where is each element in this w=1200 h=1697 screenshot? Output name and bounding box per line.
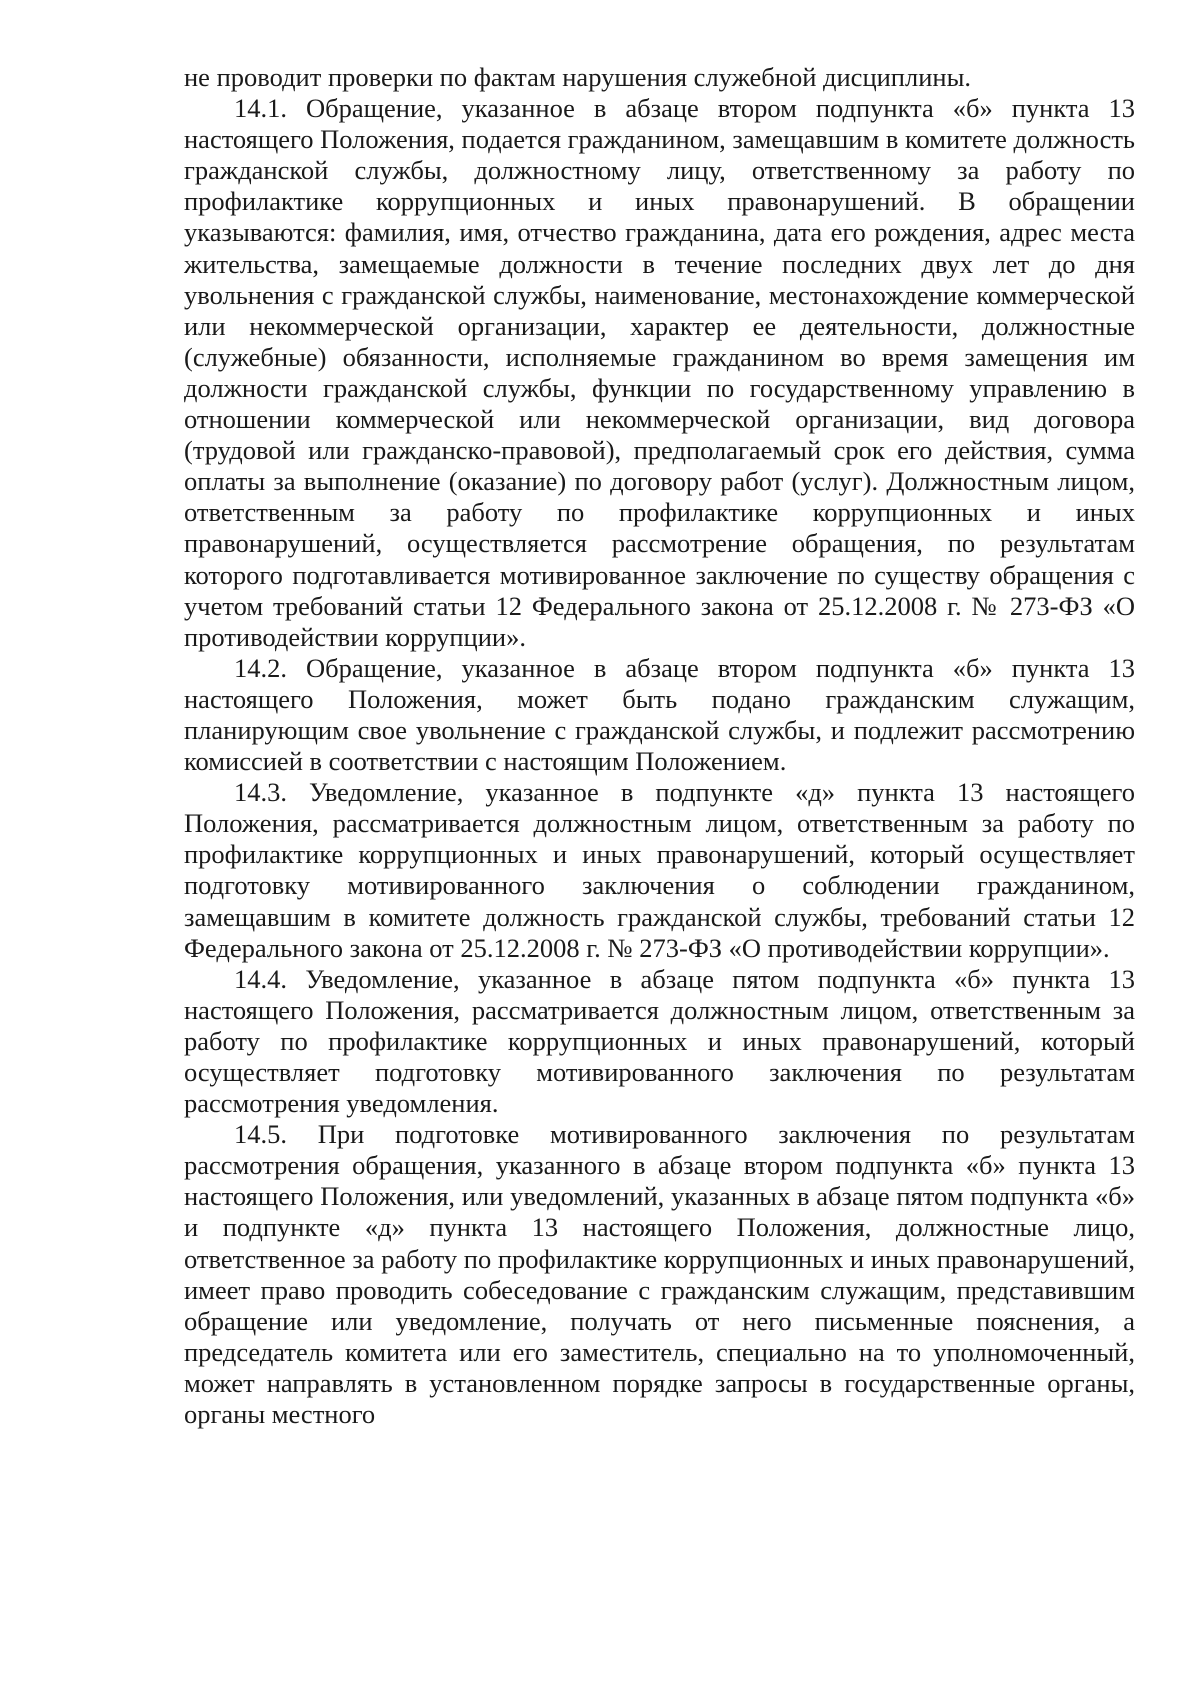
paragraph-14-5: 14.5. При подготовке мотивированного заключения по результатам рассмотрения обращения, указанного в абзаце втором подпункта «б» пункта 13 настоящего Положения, или уведомлений, указанных в абзаце пятом подпункта «б» и подпункте «д» пункта 13 настоящего Положения, должностные лицо, ответственное за работу по профилактике коррупционных и иных правонарушений, имеет право проводить собеседование с гражданским служащим, представившим обращение или уведомление, получать от него письменные пояснения, а председатель комитета или его заместитель, специально на то уполномоченный, может направлять в установленном порядке запросы в государственные органы, органы местного bbox=[184, 1119, 1135, 1430]
paragraph-continuation: не проводит проверки по фактам нарушения служебной дисциплины. bbox=[184, 62, 972, 92]
paragraph-14-3: 14.3. Уведомление, указанное в подпункте «д» пункта 13 настоящего Положения, рассматривается должностным лицом, ответственным за работу по профилактике коррупционных и иных правонарушений, который осуществляет подготовку мотивированного заключения о соблюдении гражданином, замещавшим в комитете должность гражданской службы, требований статьи 12 Федерального закона от 25.12.2008 г. № 273-ФЗ «О противодействии коррупции». bbox=[184, 777, 1135, 963]
paragraph-14-1: 14.1. Обращение, указанное в абзаце втором подпункта «б» пункта 13 настоящего Положения, подается гражданином, замещавшим в комитете должность гражданской службы, должностному лицу, ответственному за работу по профилактике коррупционных и иных правонарушений. В обращении указываются: фамилия, имя, отчество гражданина, дата его рождения, адрес места жительства, замещаемые должности в течение последних двух лет до дня увольнения с гражданской службы, наименование, местонахождение коммерческой или некоммерческой организации, характер ее деятельности, должностные (служебные) обязанности, исполняемые гражданином во время замещения им должности гражданской службы, функции по государственному управлению в отношении коммерческой или некоммерческой организации, вид договора (трудовой или гражданско-правовой), предполагаемый срок его действия, сумма оплаты за выполнение (оказание) по договору работ (услуг). Должностным лицом, ответственным за работу по профилактике коррупционных и иных правонарушений, осуществляется рассмотрение обращения, по результатам которого подготавливается мотивированное заключение по существу обращения с учетом требований статьи 12 Федерального закона от 25.12.2008 г. № 273-ФЗ «О противодействии коррупции». bbox=[184, 93, 1135, 652]
paragraph-14-2: 14.2. Обращение, указанное в абзаце втором подпункта «б» пункта 13 настоящего Положения, может быть подано гражданским служащим, планирующим свое увольнение с гражданской службы, и подлежит рассмотрению комиссией в соответствии с настоящим Положением. bbox=[184, 652, 1135, 777]
document-body bbox=[184, 62, 1135, 1430]
paragraph-14-4: 14.4. Уведомление, указанное в абзаце пятом подпункта «б» пункта 13 настоящего Положения, рассматривается должностным лицом, ответственным за работу по профилактике коррупционных и иных правонарушений, который осуществляет подготовку мотивированного заключения по результатам рассмотрения уведомления. bbox=[184, 963, 1135, 1119]
